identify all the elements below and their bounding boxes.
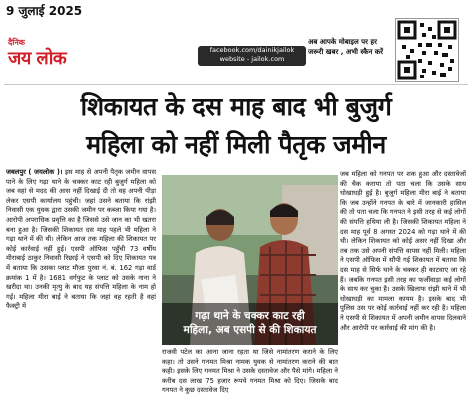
headline-line-2: महिला को नहीं मिली पैतृक जमीन	[86, 130, 386, 159]
photo-caption	[162, 303, 338, 345]
paper-prefix: दैनिक	[8, 38, 25, 47]
headline-line-1: शिकायत के दस माह बाद भी बुजुर्ग	[80, 92, 392, 121]
article-column-left	[6, 168, 156, 416]
header-divider	[4, 84, 468, 85]
caption-line-2: महिला, अब एसपी से की शिकायत	[183, 324, 317, 336]
social-links-box	[198, 46, 306, 66]
article-text-left: इस माह से अपनी पैतृक जमीन वापस पाने के लिए गढ़ा थाने के चक्कर काट रही बुजुर्ग महिला को जब वहां से मदद की आस नहीं दिखाई दी तो वह अपनी पीड़ा लेकर एसपी कार्यालय पहुंची। जहां उसने बताया कि रांझी निवासी एक युवक द्वारा उसकी जमीन पर कब्जा किया गया है। आरोपी अपराधिक प्रवृत्ति का है जिससे उसे जान का भी खतरा बना हुआ है। जिसकी शिकायत दस माह पहले भी महिला ने गढ़ा थाने में की थी। लेकिन आज तक महिला की शिकायत पर कोई कार्रवाई नहीं हुई। एसपी ऑफिस पहुँची 73 वर्षीय मीराबाई ठाकुर निवासी रिछाई ने एसपी को दिए शिकायत पत्र में बताया कि उसका प्लाट मौजा पुरवा नं. बं. 162 गढ़ा वार्ड क्रमांक 1 में है। 1681 वर्गफुट के प्लाट को उसके नाना ने खरीदा था। उनकी मृत्यु के बाद यह संपत्ति महिला के नाम हो गई। महिला मीरा बाई ने बताया कि जहां वह रहती है वहां फैक्ट्री में	[6, 168, 156, 311]
facebook-link[interactable]: facebook.com/dainikjailok	[209, 46, 295, 54]
website-link[interactable]: website - jailok.com	[219, 55, 285, 63]
headline	[4, 88, 468, 164]
dateline: जबलपुर ( जयलोक )।	[6, 168, 63, 176]
promo-line-2: जरूरी खबर , अभी स्कैन करें	[308, 48, 384, 56]
caption-line-1: गढ़ा थाने के चक्कर काट रही	[195, 310, 305, 322]
article-column-middle: राजवी पटेल का आना जाना रहता था जिसे नामांतरण कराने के लिए कहा। तो उसने गनमत मिश्रा नामक युवक से नामांतरण कराने की बात कही। इसके लिए गनमत मिश्रा ने उसके दस्तावेज और पैसे मांगे। महिला ने करीब दस लाख 75 हजार रूपये गनमत मिश्रा को दिए। जिसके बाद गनपत ने कुछ दस्तावेज दिए	[162, 348, 338, 395]
article-column-right: जब महिला को गनपत पर शक हुआ और दस्तावेजों की चैक कराया तो पता चला कि उसके साथ धोखाधड़ी हुई है। बुजुर्ग महिला मीरा बाई ने बताया कि जब उन्होंने गनपत के बारे में जानकारी हासिल की तो पता चला कि गनपत ने इसी तरह से कई लोगों की संपत्ति हथिया ली है। जिसकी शिकायत महिला ने दस माह पूर्व 8 अगस्त 2024 को गढ़ा थाने में की थी। लेकिन शिकायत को कोई असर नहीं दिखा और तब तक उसे अपनी संपत्ति वापस नहीं मिली। महिला ने एसपी ऑफिस में सौंपी गई शिकायत में बताया कि दस माह से सिर्फ थाने के चक्कर ही काटवाए जा रहे हैं। जबकि गनपत इसी तरह का फर्जीवाड़ा कई लोगों के साथ कर चुका है। उसके खिलाफ रांझी थाने में भी धोखाधड़ी का मामला कायम है। इसके बाद भी पुलिस उस पर कोई कार्रवाई नहीं कर रही है। महिला ने एसपी से शिकायत में अपनी जमीन वापस दिलवाने और आरोपी पर कार्रवाई की मांग की है।	[340, 170, 466, 332]
newspaper-logo: जय लोक	[8, 48, 67, 69]
issue-date: 9 जुलाई 2025	[6, 4, 83, 18]
qr-promo-text	[308, 37, 388, 57]
qr-code-icon[interactable]	[395, 18, 459, 82]
promo-line-1: अब आपके मोबाइल पर हर	[308, 38, 378, 46]
